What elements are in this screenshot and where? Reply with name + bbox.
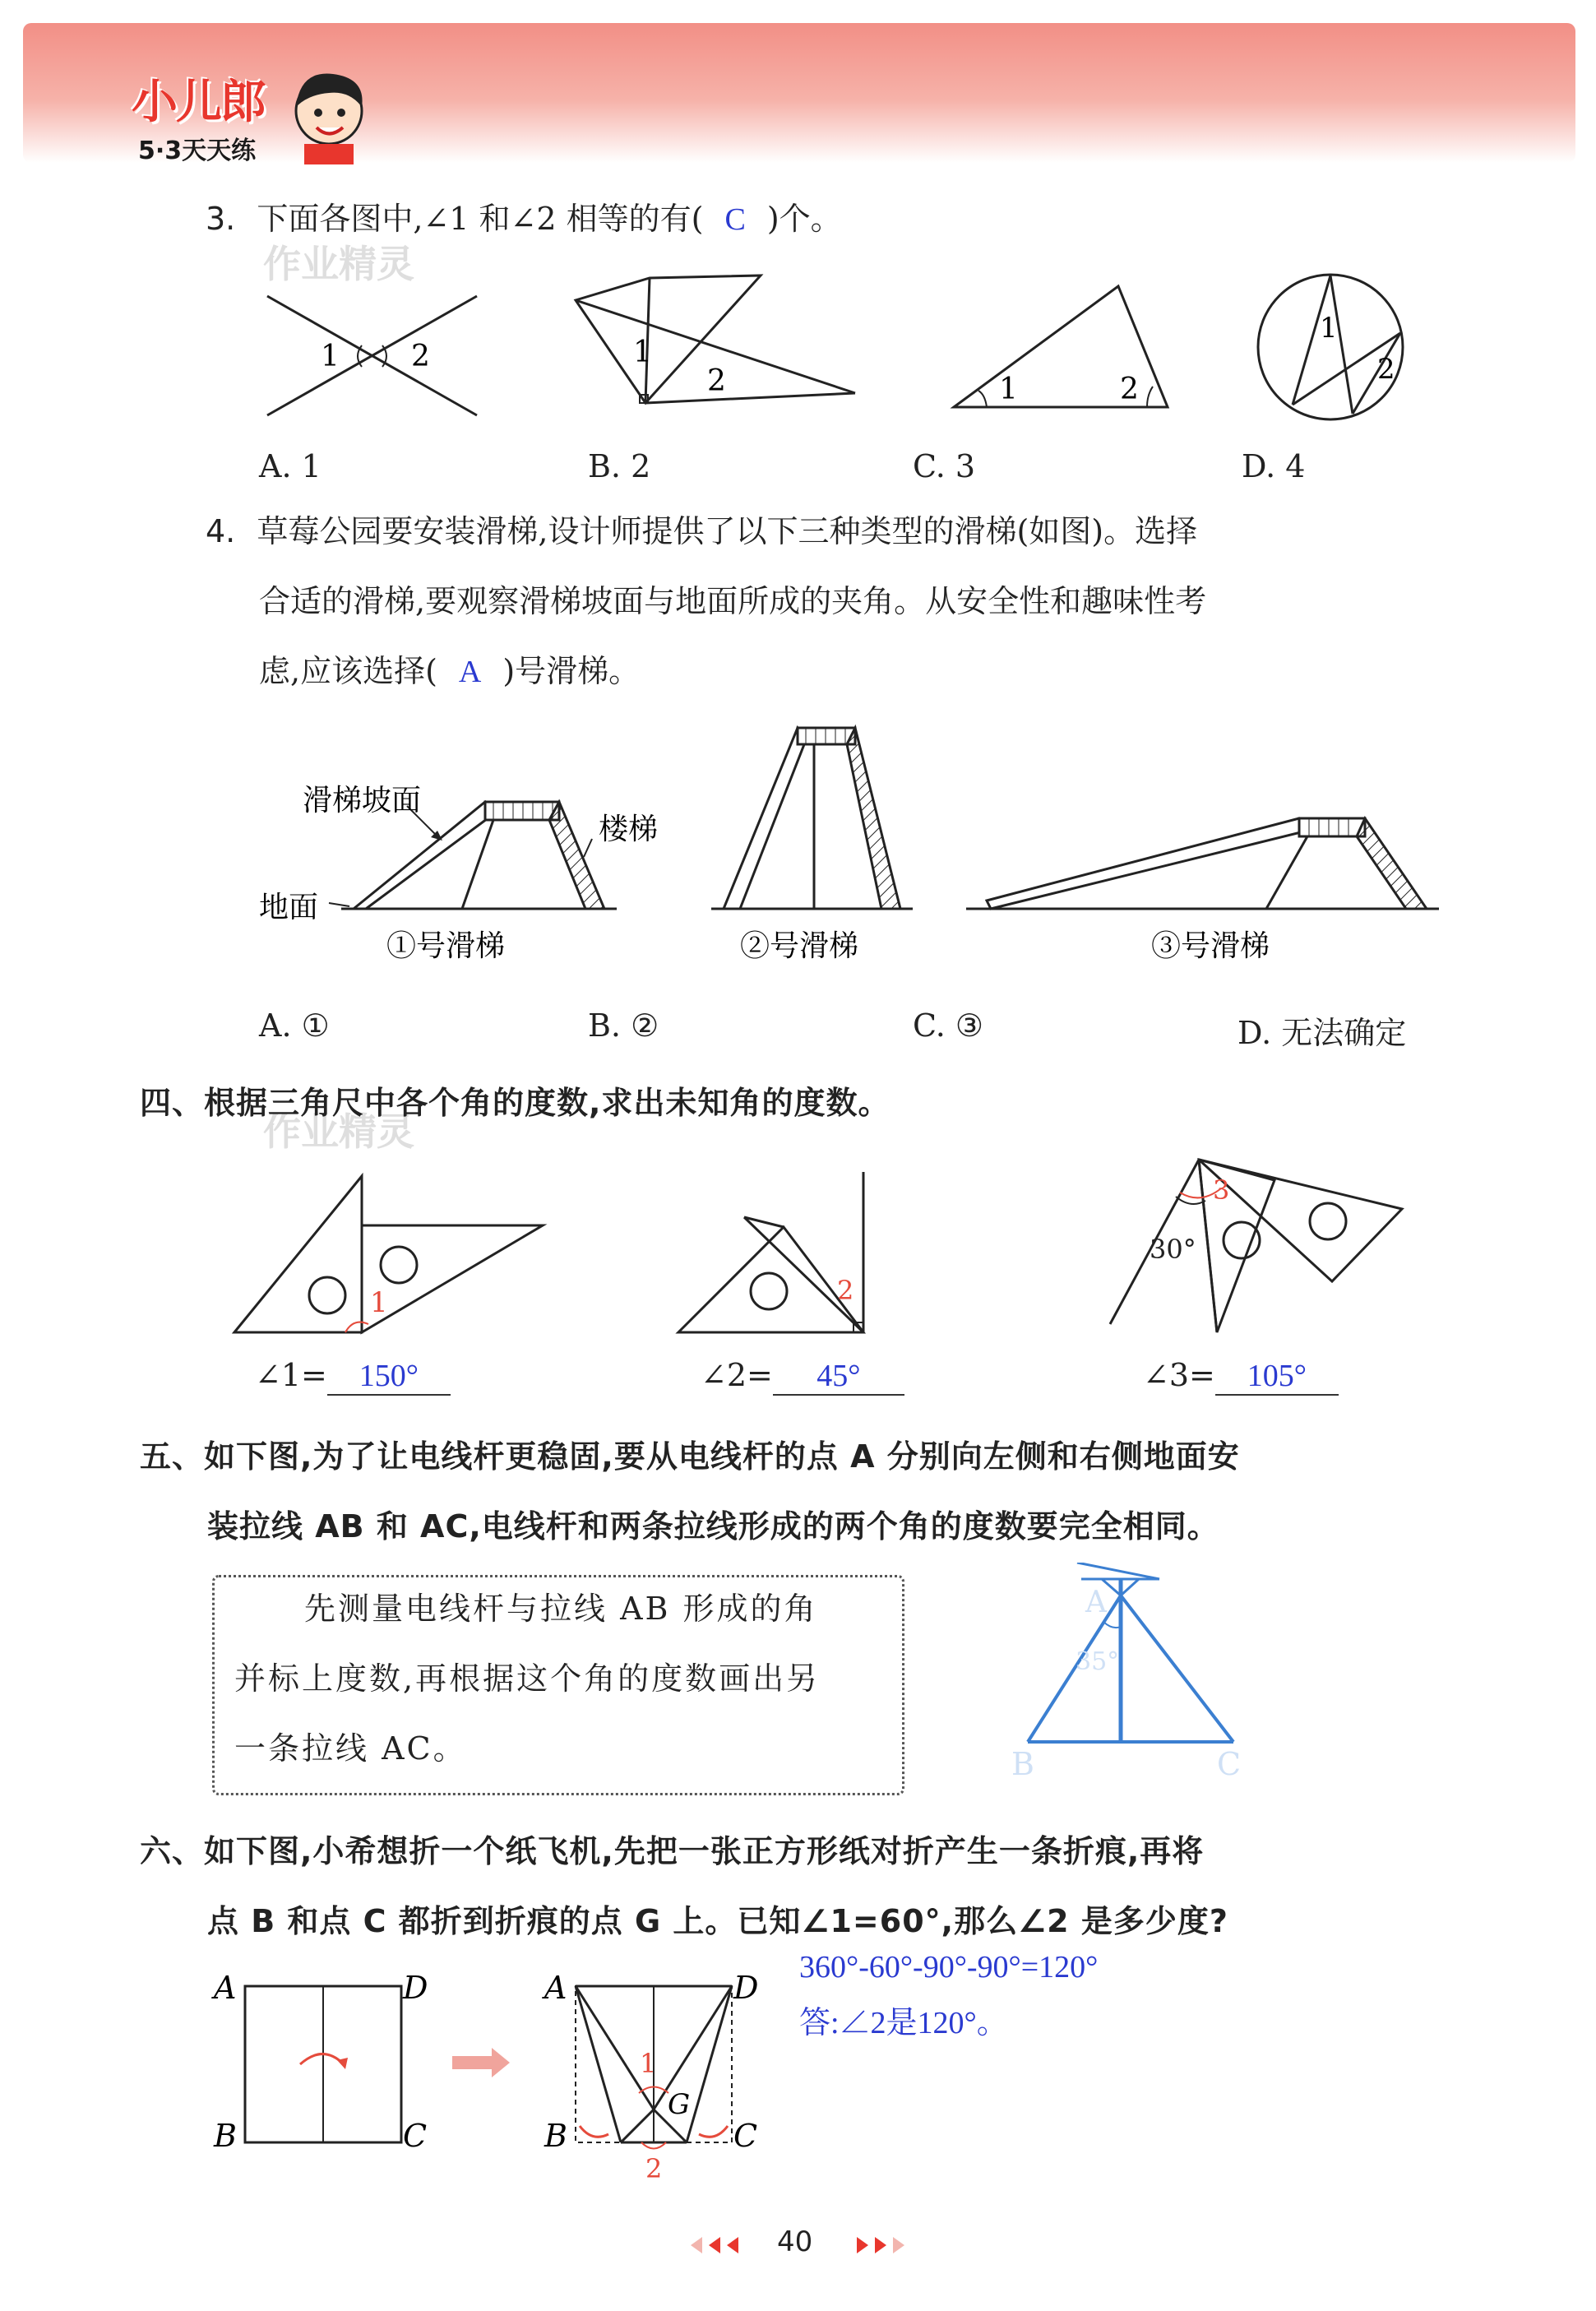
watermark: 作业精灵	[263, 1109, 414, 1154]
q3-option-b: B. 2	[588, 448, 651, 484]
sec6-calc: 360°-60°-90°-90°=120°	[799, 1950, 1099, 1984]
watermark: 作业精灵	[263, 242, 414, 286]
q3-b-label-1: 1	[633, 336, 652, 369]
q3-option-c: C. 3	[913, 448, 976, 484]
q3-c-label-2: 2	[1120, 373, 1139, 406]
box-line-2: 并标上度数,再根据这个角的度数画出另	[234, 1660, 821, 1697]
q4-option-b: B. ②	[588, 1007, 659, 1044]
sq-a: A	[214, 1970, 237, 2006]
q3-b-label-2: 2	[707, 364, 726, 398]
q3-a-label-2: 2	[411, 340, 430, 373]
q3-number: 3.	[206, 201, 236, 237]
fold-angle-2: 2	[645, 2153, 663, 2184]
angle-1-label: ∠1=	[255, 1357, 327, 1393]
fold-g: G	[668, 2088, 691, 2121]
answer-angle-3	[1143, 1357, 1339, 1396]
q4-option-a: A. ①	[259, 1007, 330, 1044]
q4-line1	[206, 510, 1197, 553]
caption-slide-3: ③号滑梯	[1151, 929, 1270, 963]
q3-text: 下面各图中,∠1 和∠2 相等的有(	[257, 201, 704, 237]
sq-c: C	[403, 2118, 428, 2154]
slide-2	[711, 728, 913, 963]
angle-2-answer: 45°	[773, 1358, 904, 1396]
logo-subtitle: 5·3天天练	[138, 137, 257, 165]
q4-text: 虑,应该选择(	[259, 653, 437, 689]
section-6-title-2: 点 B 和点 C 都折到折痕的点 G 上。已知∠1=60°,那么∠2 是多少度?	[207, 1903, 1228, 1939]
q3-figures	[247, 271, 1447, 436]
angle-3-label: ∠3=	[1143, 1357, 1215, 1393]
q3-a-label-1: 1	[321, 340, 340, 373]
section-5-title: 五、如下图,为了让电线杆更稳固,要从电线杆的点 A 分别向左侧和右侧地面安	[140, 1438, 1240, 1475]
section-5-title-2: 装拉线 AB 和 AC,电线杆和两条拉线形成的两个角的度数要完全相同。	[207, 1508, 1219, 1545]
q3-answer: C	[724, 202, 746, 237]
fold-b: B	[544, 2118, 567, 2154]
fold-d: D	[733, 1970, 759, 2006]
box-line-3: 一条拉线 AC。	[234, 1730, 467, 1767]
sec4-figures	[222, 1143, 1423, 1357]
q4-line2: 合适的滑梯,要观察滑梯坡面与地面所成的夹角。从安全性和趣味性考	[259, 583, 1207, 619]
q3-figure-d	[1258, 275, 1403, 419]
answer-angle-1	[255, 1357, 451, 1396]
caption-slide-1: ①号滑梯	[386, 929, 506, 963]
q3-option-d: D. 4	[1242, 448, 1306, 484]
q4-option-c: C. ③	[913, 1007, 983, 1044]
q3-c-label-1: 1	[999, 373, 1018, 406]
q3-text-after: )个。	[766, 201, 842, 237]
q3-d-label-2: 2	[1377, 353, 1395, 386]
page-number: 40	[777, 2225, 813, 2258]
pole-figure	[1003, 1563, 1299, 1793]
angle-3-answer: 105°	[1215, 1358, 1339, 1396]
caption-slide-2: ②号滑梯	[740, 929, 859, 963]
mark-2: 2	[837, 1275, 854, 1306]
logo: 小儿郎	[132, 76, 265, 129]
label-stairs: 楼梯	[599, 813, 659, 846]
slide-1	[259, 784, 658, 963]
q3-option-a: A. 1	[259, 448, 322, 484]
label-ground: 地面	[259, 891, 319, 924]
fold-a: A	[544, 1970, 567, 2006]
given-30: 30°	[1150, 1234, 1196, 1265]
q4-number: 4.	[206, 513, 236, 549]
q3-figure-c	[954, 286, 1168, 407]
sec6-answer: 答:∠2是120°。	[799, 2006, 1008, 2040]
q4-option-d: D. 无法确定	[1237, 1015, 1407, 1051]
triangle-fig-1	[234, 1176, 543, 1332]
fold-figures	[206, 1949, 781, 2188]
point-b: B	[1011, 1746, 1034, 1782]
triangle-fig-2	[678, 1172, 863, 1332]
point-c: C	[1217, 1746, 1242, 1782]
section-6-title: 六、如下图,小希想折一个纸飞机,先把一张正方形纸对折产生一条折痕,再将	[140, 1833, 1205, 1869]
q3-stem	[206, 197, 842, 242]
sq-d: D	[403, 1970, 428, 2006]
arrow-right-icon	[452, 2048, 510, 2077]
fold-c: C	[733, 2118, 758, 2154]
point-a: A	[1085, 1586, 1107, 1619]
q4-answer: A	[458, 655, 482, 689]
q4-figures	[247, 716, 1455, 979]
mark-3: 3	[1213, 1174, 1230, 1206]
angle-1-answer: 150°	[327, 1358, 451, 1396]
q4-text: 草莓公园要安装滑梯,设计师提供了以下三种类型的滑梯(如图)。选择	[257, 513, 1198, 549]
fold-angle-1: 1	[640, 2048, 657, 2079]
q4-text-after: )号滑梯。	[502, 653, 641, 689]
triangle-fig-3	[1110, 1160, 1402, 1332]
angle-2-label: ∠2=	[701, 1357, 773, 1393]
box-line-1: 先测量电线杆与拉线 AB 形成的角	[304, 1591, 818, 1627]
mascot-icon	[284, 62, 374, 164]
label-slope: 滑梯坡面	[303, 784, 422, 817]
q3-figure-a	[267, 296, 477, 415]
section-4-title: 四、根据三角尺中各个角的度数,求出未知角的度数。	[140, 1085, 891, 1121]
q3-figure-b	[576, 276, 855, 403]
mark-1: 1	[370, 1286, 388, 1319]
q3-d-label-1: 1	[1320, 312, 1338, 345]
slide-3	[966, 818, 1439, 963]
q4-line3	[259, 650, 640, 694]
angle-35: 35°	[1076, 1647, 1120, 1676]
sq-b: B	[214, 2118, 237, 2154]
answer-angle-2	[701, 1357, 904, 1396]
